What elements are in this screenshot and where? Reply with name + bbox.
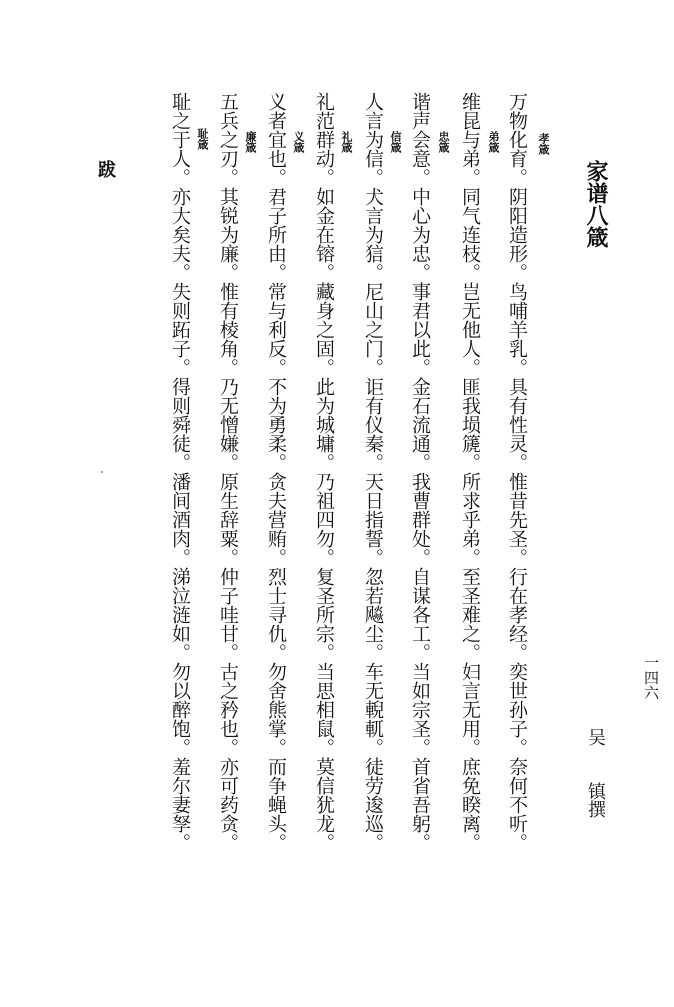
postscript-heading: 跋 bbox=[95, 160, 116, 178]
author-line: 吴 镇撰 bbox=[585, 728, 606, 818]
section-label: 义箴 bbox=[292, 131, 305, 153]
section-label: 耻箴 bbox=[196, 128, 209, 150]
section-label: 信箴 bbox=[389, 131, 402, 153]
verse-column: 礼范群动。如金在镕。藏身之固。此为城墉。乃祖四勿。复圣所宗。当思相鼠。莫信犹龙。 bbox=[313, 92, 335, 852]
verse-column: 义者宜也。君子所由。常与利反。不为勇柔。贪夫营贿。烈士寻仇。勿舍熊掌。而争蝇头。 bbox=[265, 92, 287, 852]
section-label: 弟箴 bbox=[487, 131, 500, 153]
page-number: 一四六 bbox=[642, 655, 660, 700]
verse-column: 五兵之刃。其锐为廉。惟有棱角。乃无憎嫌。原生辞粟。仲子哇甘。古之矜也。亦可药贪。 bbox=[217, 92, 239, 852]
verse-column: 谐声会意。中心为忠。事君以此。金石流通。我曹群处。自谋各工。当如宗圣。首省吾躬。 bbox=[409, 92, 431, 852]
page-title: 家谱八箴 bbox=[583, 160, 609, 248]
verse-column: 人言为信。犬言为狺。尼山之门。讵有仪秦。天日指誓。忽若飚尘。车无輗軏。徒劳逡巡。 bbox=[362, 92, 384, 852]
scan-speck bbox=[101, 471, 103, 473]
verse-column: 耻之于人。亦大矣夫。失则跖子。得则舜徒。潘间酒肉。涕泣涟如。勿以醉饱。羞尔妻孥。 bbox=[169, 92, 191, 852]
section-label: 忠箴 bbox=[437, 131, 450, 153]
section-label: 礼箴 bbox=[340, 131, 353, 153]
verse-column: 维昆与弟。同气连枝。岂无他人。匪我埙篪。所求乎弟。至圣难之。妇言无用。庶免睽离。 bbox=[459, 92, 481, 852]
section-label: 廉箴 bbox=[244, 131, 257, 153]
verse-column: 万物化育。阴阳造形。鸟哺羊乳。具有性灵。惟昔先圣。行在孝经。奕世孙子。奈何不听。 bbox=[506, 92, 528, 852]
section-label: 孝箴 bbox=[537, 133, 550, 155]
